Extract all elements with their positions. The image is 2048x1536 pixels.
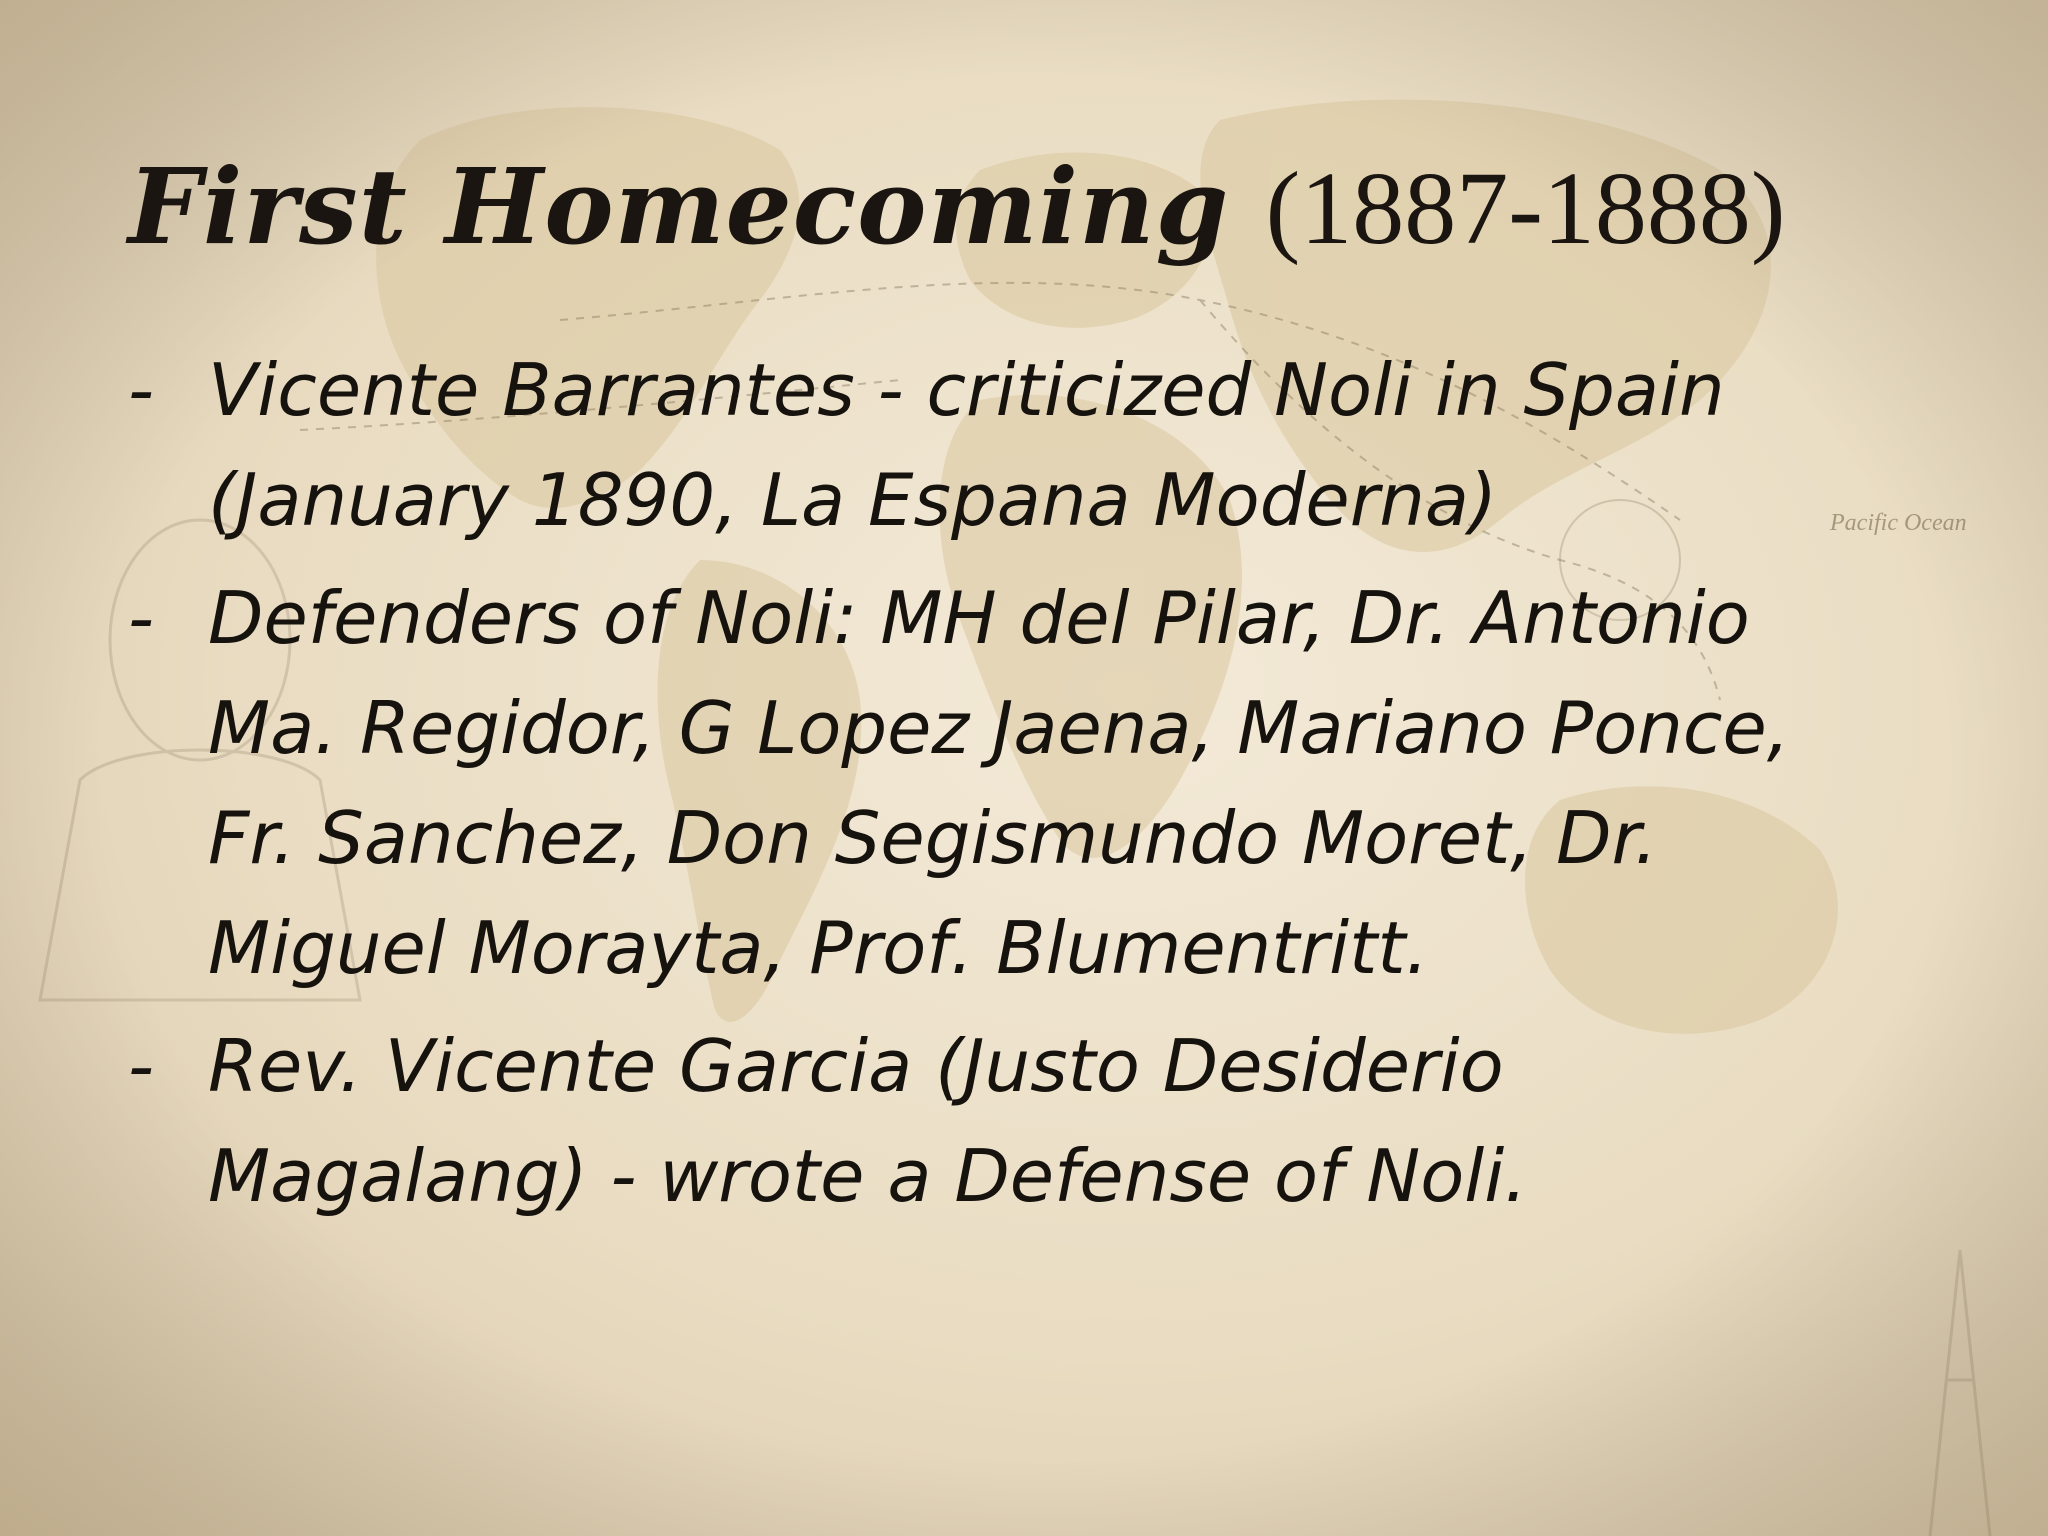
bullet-dash: - [128,348,154,432]
bullet-list [128,335,1888,1239]
title-text: First Homecoming [128,145,1230,268]
list-item [128,563,1888,1003]
bullet-dash: - [128,576,154,660]
bullet-text: Vicente Barrantes - criticized Noli in Spain (January 1890, La Espana Moderna) [208,348,1725,542]
list-item [128,335,1888,555]
bullet-text: Rev. Vicente Garcia (Justo Desiderio Magalang) - wrote a Defense of Noli. [208,1024,1528,1218]
list-item [128,1011,1888,1231]
slide-title [128,145,1786,268]
bullet-dash: - [128,1024,154,1108]
bullet-text: Defenders of Noli: MH del Pilar, Dr. Antonio Ma. Regidor, G Lopez Jaena, Mariano Ponce, Fr. Sanchez, Don Segismundo Moret, Dr. Miguel Morayta, Prof. Blumentritt. [208,576,1790,990]
title-years: (1887-1888) [1265,151,1786,266]
